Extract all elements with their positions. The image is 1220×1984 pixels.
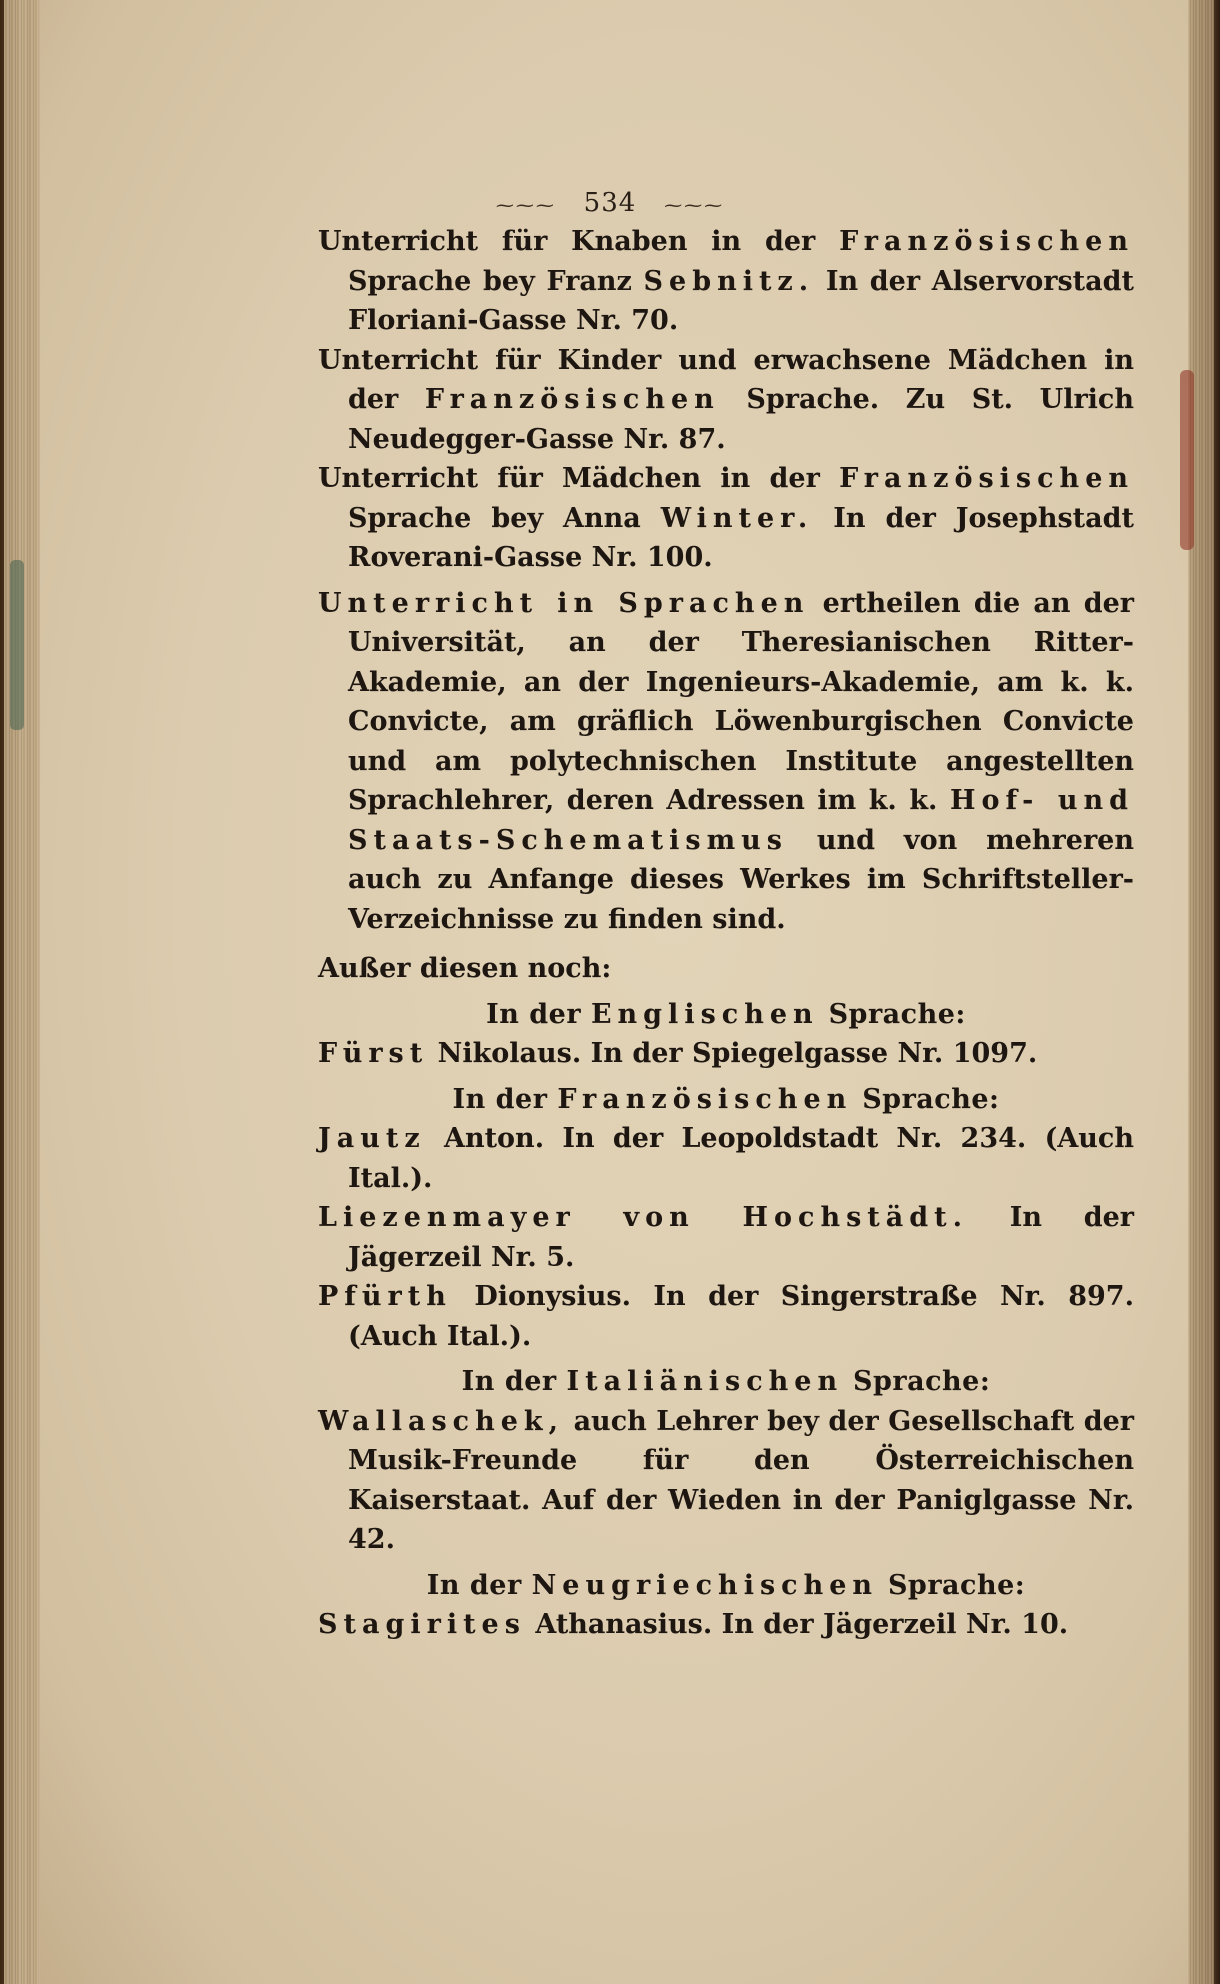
right-page-edges: [1188, 0, 1214, 1984]
list-item: [318, 1402, 1134, 1560]
teacher-name: Stagirites: [318, 1609, 526, 1640]
heading-language: Französischen: [557, 1083, 853, 1115]
entry-language: Französischen: [424, 384, 720, 415]
page-number: 534: [583, 188, 637, 218]
ausser-line: Außer diesen noch:: [318, 953, 612, 984]
section-heading-english: [318, 995, 1134, 1035]
teacher-name: Fürst: [318, 1038, 429, 1069]
entry-text: Sprache bey Anna: [348, 502, 641, 534]
teacher-address: Athanasius. In der Jägerzeil Nr. 10.: [535, 1609, 1069, 1640]
heading-post: Sprache:: [853, 1366, 991, 1397]
heading-post: Sprache:: [887, 1569, 1026, 1601]
entry-lead: Unterricht: [318, 226, 479, 257]
teacher-address: auch Lehrer bey der Gesellschaft der Musik-Freunde für den Österreichischen Kaiserstaat. Auf der Wieden in der Paniglgasse Nr. 42.: [348, 1405, 1134, 1555]
section-heading-french: [318, 1080, 1134, 1120]
section-heading-italian: [318, 1362, 1134, 1402]
list-item: [318, 1605, 1134, 1645]
entry-language: Französischen: [839, 463, 1135, 494]
list-item: [318, 1119, 1134, 1198]
entry-sprachen: [318, 584, 1134, 940]
teacher-name: Pfürth: [318, 1281, 452, 1312]
list-item: [318, 1277, 1134, 1356]
heading-post: Sprache:: [828, 998, 966, 1030]
entry-knaben-french: [318, 222, 1134, 341]
entry-text: und von mehreren auch zu Anfange dieses Werkes im Schriftsteller-Verzeichnisse zu finden sind.: [348, 824, 1134, 935]
entry-text: Sprache bey Franz: [348, 265, 632, 297]
entry-text: ertheilen die an der Universität, an der Theresianischen Ritter-Akademie, an der Ingenieurs-Akademie, am k. k. Convicte, am gräflich Löwenburgischen Convicte und am polytechnischen Institute angestellten Sprachlehrer, deren Adressen im k. k.: [348, 587, 1134, 816]
red-ribbon-mark: [1180, 370, 1194, 550]
page-text: [318, 222, 1134, 1645]
heading-post: Sprache:: [862, 1083, 1000, 1115]
heading-pre: In der: [486, 998, 582, 1030]
teacher-address: Anton. In der Leopoldstadt Nr. 234. (Auch Ital.).: [348, 1123, 1134, 1194]
entry-teacher-name: Sebnitz.: [643, 265, 815, 297]
teacher-address: Dionysius. In der Singerstraße Nr. 897. (Auch Ital.).: [348, 1281, 1134, 1352]
entry-publication: Hof- und Staats-Schematismus: [348, 785, 1134, 856]
heading-pre: In der: [461, 1366, 557, 1397]
heading-language: Italiänischen: [566, 1366, 844, 1397]
entry-address: Zu St. Ulrich Neudegger-Gasse Nr. 87.: [348, 384, 1134, 455]
heading-language: Englischen: [590, 998, 819, 1030]
teacher-name: Liezenmayer von Hochstädt.: [318, 1202, 968, 1233]
list-item: [318, 1034, 1134, 1074]
entry-lead: Unterricht in Sprachen: [318, 587, 810, 619]
teacher-name: Wallaschek,: [318, 1405, 565, 1437]
entry-text: Sprache.: [746, 384, 880, 415]
teacher-address: Nikolaus. In der Spiegelgasse Nr. 1097.: [437, 1038, 1038, 1069]
section-heading-greek: [318, 1566, 1134, 1606]
heading-pre: In der: [426, 1569, 522, 1601]
entry-lead: Unterricht: [318, 463, 479, 494]
entry-teacher-name: Winter.: [660, 502, 814, 534]
entry-kinder-french: [318, 341, 1134, 460]
list-item: [318, 1198, 1134, 1277]
entry-address: In der Josephstadt Roverani-Gasse Nr. 100.: [348, 502, 1134, 573]
entry-address: In der Alservorstadt Floriani-Gasse Nr. 70.: [348, 265, 1135, 336]
entry-language: Französischen: [839, 226, 1134, 257]
left-page-edges: [4, 0, 38, 1984]
heading-language: Neugriechischen: [531, 1569, 879, 1601]
teacher-address: In der Jägerzeil Nr. 5.: [348, 1202, 1134, 1273]
entry-text: für Kinder und erwachsene Mädchen in der: [348, 344, 1134, 415]
entry-text: für Knaben in der: [501, 226, 816, 257]
entry-maedchen-french: [318, 459, 1134, 578]
entry-text: für Mädchen in der: [497, 463, 820, 494]
heading-pre: In der: [452, 1083, 548, 1115]
header-ornament-right: ⁓⁓⁓: [664, 195, 725, 216]
header-ornament-left: ⁓⁓⁓: [495, 195, 556, 216]
page-header: [0, 188, 1220, 218]
entry-lead: Unterricht: [318, 344, 479, 376]
green-binding-mark: [10, 560, 24, 730]
teacher-name: Jautz: [318, 1123, 426, 1154]
